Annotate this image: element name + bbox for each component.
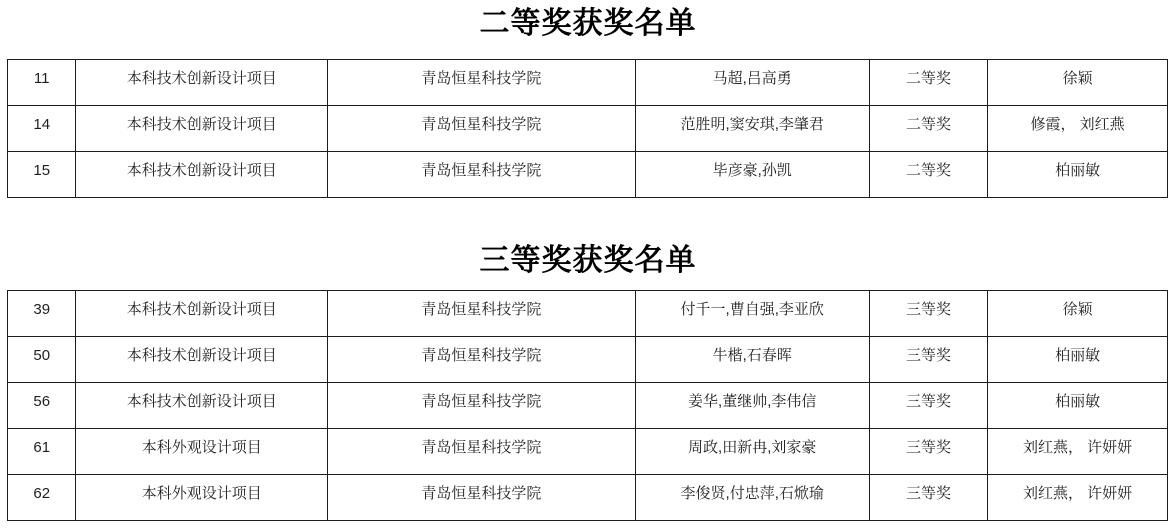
third-prize-section-title: 三等奖获奖名单 xyxy=(479,244,697,277)
cell-award: 二等奖 xyxy=(869,106,987,152)
cell-members: 范胜明,窦安琪,李肇君 xyxy=(635,106,869,152)
cell-award: 三等奖 xyxy=(869,475,987,521)
cell-advisors: 修霞， 刘红燕 xyxy=(988,106,1168,152)
cell-advisors: 柏丽敏 xyxy=(988,152,1168,198)
cell-members: 周政,田新冉,刘家豪 xyxy=(635,429,869,475)
table-row xyxy=(8,152,1168,198)
cell-members: 李俊贤,付忠萍,石焮瑜 xyxy=(635,475,869,521)
cell-members: 牛楷,石春晖 xyxy=(635,337,869,383)
cell-advisors: 柏丽敏 xyxy=(988,383,1168,429)
cell-project: 本科技术创新设计项目 xyxy=(76,337,328,383)
cell-members: 姜华,董继帅,李伟信 xyxy=(635,383,869,429)
cell-advisors: 徐颖 xyxy=(988,60,1168,106)
cell-index: 61 xyxy=(8,429,76,475)
cell-school: 青岛恒星科技学院 xyxy=(328,291,635,337)
cell-school: 青岛恒星科技学院 xyxy=(328,152,635,198)
table-row xyxy=(8,429,1168,475)
cell-award: 二等奖 xyxy=(869,60,987,106)
cell-members: 马超,吕高勇 xyxy=(635,60,869,106)
cell-project: 本科技术创新设计项目 xyxy=(76,152,328,198)
table-row xyxy=(8,60,1168,106)
cell-school: 青岛恒星科技学院 xyxy=(328,429,635,475)
cell-project: 本科外观设计项目 xyxy=(76,475,328,521)
cell-index: 50 xyxy=(8,337,76,383)
table-row xyxy=(8,106,1168,152)
cell-project: 本科外观设计项目 xyxy=(76,429,328,475)
cell-project: 本科技术创新设计项目 xyxy=(76,106,328,152)
cell-project: 本科技术创新设计项目 xyxy=(76,60,328,106)
cell-members: 付千一,曹自强,李亚欣 xyxy=(635,291,869,337)
cell-index: 14 xyxy=(8,106,76,152)
cell-advisors: 徐颖 xyxy=(988,291,1168,337)
cell-school: 青岛恒星科技学院 xyxy=(328,475,635,521)
third-prize-table xyxy=(7,290,1168,521)
cell-school: 青岛恒星科技学院 xyxy=(328,337,635,383)
cell-index: 11 xyxy=(8,60,76,106)
table-row xyxy=(8,383,1168,429)
cell-advisors: 刘红燕， 许妍妍 xyxy=(988,475,1168,521)
cell-index: 62 xyxy=(8,475,76,521)
cell-school: 青岛恒星科技学院 xyxy=(328,60,635,106)
cell-project: 本科技术创新设计项目 xyxy=(76,291,328,337)
second-prize-table xyxy=(7,59,1168,198)
table-row xyxy=(8,337,1168,383)
table-row xyxy=(8,475,1168,521)
cell-school: 青岛恒星科技学院 xyxy=(328,106,635,152)
cell-award: 三等奖 xyxy=(869,291,987,337)
cell-advisors: 柏丽敏 xyxy=(988,337,1168,383)
cell-award: 二等奖 xyxy=(869,152,987,198)
cell-index: 39 xyxy=(8,291,76,337)
cell-school: 青岛恒星科技学院 xyxy=(328,383,635,429)
cell-index: 15 xyxy=(8,152,76,198)
table-row xyxy=(8,291,1168,337)
cell-advisors: 刘红燕， 许妍妍 xyxy=(988,429,1168,475)
cell-members: 毕彦豪,孙凯 xyxy=(635,152,869,198)
second-prize-section-title: 二等奖获奖名单 xyxy=(479,7,697,40)
cell-award: 三等奖 xyxy=(869,429,987,475)
cell-award: 三等奖 xyxy=(869,337,987,383)
cell-project: 本科技术创新设计项目 xyxy=(76,383,328,429)
cell-index: 56 xyxy=(8,383,76,429)
cell-award: 三等奖 xyxy=(869,383,987,429)
